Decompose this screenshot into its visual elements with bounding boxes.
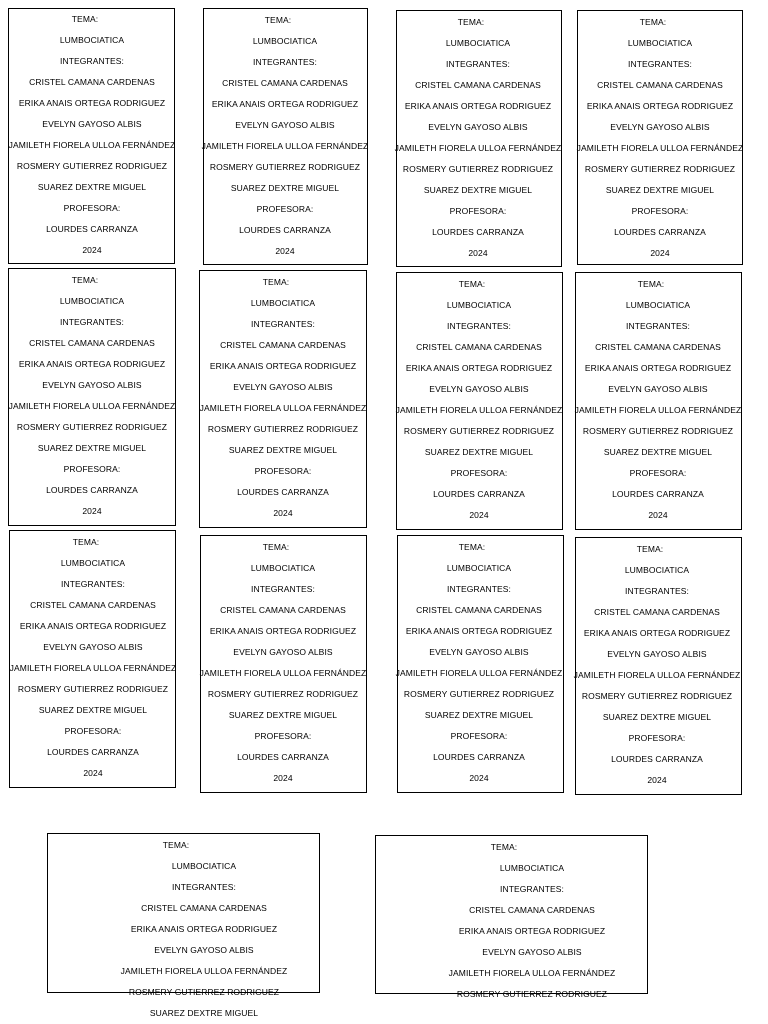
member-name: ROSMERY GUTIERREZ RODRIGUEZ (207, 689, 359, 699)
tema-value: LUMBOCIATICA (627, 38, 693, 48)
profesora-value: LOURDES CARRANZA (47, 747, 139, 757)
tema-label: TEMA: (639, 17, 667, 27)
member-name: JAMILETH FIORELA ULLOA FERNÁNDEZ (199, 403, 367, 413)
profesora-label: PROFESORA: (63, 203, 121, 213)
integrantes-label: INTEGRANTES: (624, 586, 690, 596)
member-name: EVELYN GAYOSO ALBIS (608, 384, 708, 394)
profesora-value: LOURDES CARRANZA (611, 754, 703, 764)
tema-value: LUMBOCIATICA (446, 300, 512, 310)
member-name: JAMILETH FIORELA ULLOA FERNÁNDEZ (9, 663, 177, 673)
member-name: JAMILETH FIORELA ULLOA FERNÁNDEZ (573, 670, 741, 680)
integrantes-label: INTEGRANTES: (59, 317, 125, 327)
integrantes-label: INTEGRANTES: (60, 579, 126, 589)
member-name: JAMILETH FIORELA ULLOA FERNÁNDEZ (120, 966, 288, 976)
tema-value: LUMBOCIATICA (445, 38, 511, 48)
member-name: CRISTEL CAMANA CARDENAS (220, 340, 346, 350)
member-name: ERIKA ANAIS ORTEGA RODRIGUEZ (19, 621, 167, 631)
member-name: ROSMERY GUTIERREZ RODRIGUEZ (128, 987, 280, 997)
integrantes-label: INTEGRANTES: (499, 884, 565, 894)
profesora-value: LOURDES CARRANZA (237, 752, 329, 762)
profesora-value: LOURDES CARRANZA (239, 225, 331, 235)
member-name: ERIKA ANAIS ORTEGA RODRIGUEZ (586, 101, 734, 111)
member-name: SUAREZ DEXTRE MIGUEL (424, 447, 534, 457)
member-name: ERIKA ANAIS ORTEGA RODRIGUEZ (405, 626, 553, 636)
member-name: ROSMERY GUTIERREZ RODRIGUEZ (16, 161, 168, 171)
profesora-label: PROFESORA: (450, 468, 508, 478)
integrantes-label: INTEGRANTES: (625, 321, 691, 331)
tema-value: LUMBOCIATICA (171, 861, 237, 871)
tema-label: TEMA: (71, 275, 99, 285)
member-name: CRISTEL CAMANA CARDENAS (415, 80, 541, 90)
member-name: ERIKA ANAIS ORTEGA RODRIGUEZ (18, 98, 166, 108)
tema-label: TEMA: (458, 279, 486, 289)
member-name: EVELYN GAYOSO ALBIS (610, 122, 710, 132)
member-name: SUAREZ DEXTRE MIGUEL (602, 712, 712, 722)
member-name: SUAREZ DEXTRE MIGUEL (228, 445, 338, 455)
member-name: ERIKA ANAIS ORTEGA RODRIGUEZ (583, 628, 731, 638)
member-name: EVELYN GAYOSO ALBIS (233, 647, 333, 657)
profesora-value: LOURDES CARRANZA (46, 224, 138, 234)
member-name: EVELYN GAYOSO ALBIS (607, 649, 707, 659)
tema-value: LUMBOCIATICA (59, 296, 125, 306)
member-name: SUAREZ DEXTRE MIGUEL (603, 447, 713, 457)
integrantes-label: INTEGRANTES: (252, 57, 318, 67)
member-name: ROSMERY GUTIERREZ RODRIGUEZ (17, 684, 169, 694)
member-name: ROSMERY GUTIERREZ RODRIGUEZ (403, 426, 555, 436)
year: 2024 (650, 248, 670, 258)
member-name: CRISTEL CAMANA CARDENAS (416, 605, 542, 615)
member-name: JAMILETH FIORELA ULLOA FERNÁNDEZ (576, 143, 744, 153)
integrantes-label: INTEGRANTES: (59, 56, 125, 66)
year: 2024 (82, 245, 102, 255)
tema-label: TEMA: (637, 279, 665, 289)
member-name: EVELYN GAYOSO ALBIS (42, 380, 142, 390)
member-name: JAMILETH FIORELA ULLOA FERNÁNDEZ (395, 405, 563, 415)
member-name: EVELYN GAYOSO ALBIS (429, 647, 529, 657)
tema-label: TEMA: (457, 17, 485, 27)
member-name: JAMILETH FIORELA ULLOA FERNÁNDEZ (574, 405, 742, 415)
member-name: ROSMERY GUTIERREZ RODRIGUEZ (209, 162, 361, 172)
member-name: JAMILETH FIORELA ULLOA FERNÁNDEZ (199, 668, 367, 678)
member-name: CRISTEL CAMANA CARDENAS (469, 905, 595, 915)
member-name: ERIKA ANAIS ORTEGA RODRIGUEZ (584, 363, 732, 373)
tema-label: TEMA: (71, 14, 99, 24)
profesora-value: LOURDES CARRANZA (612, 489, 704, 499)
profesora-label: PROFESORA: (629, 468, 687, 478)
year: 2024 (275, 246, 295, 256)
profesora-label: PROFESORA: (631, 206, 689, 216)
tema-value: LUMBOCIATICA (252, 36, 318, 46)
member-name: ERIKA ANAIS ORTEGA RODRIGUEZ (18, 359, 166, 369)
member-name: CRISTEL CAMANA CARDENAS (416, 342, 542, 352)
tema-value: LUMBOCIATICA (250, 563, 316, 573)
member-name: SUAREZ DEXTRE MIGUEL (228, 710, 338, 720)
profesora-label: PROFESORA: (256, 204, 314, 214)
member-name: ERIKA ANAIS ORTEGA RODRIGUEZ (211, 99, 359, 109)
profesora-label: PROFESORA: (64, 726, 122, 736)
member-name: JAMILETH FIORELA ULLOA FERNÁNDEZ (201, 141, 369, 151)
tema-label: TEMA: (490, 842, 518, 852)
integrantes-label: INTEGRANTES: (171, 882, 237, 892)
year: 2024 (647, 775, 667, 785)
tema-label: TEMA: (262, 277, 290, 287)
member-name: JAMILETH FIORELA ULLOA FERNÁNDEZ (8, 140, 176, 150)
year: 2024 (82, 506, 102, 516)
member-name: EVELYN GAYOSO ALBIS (482, 947, 582, 957)
member-name: EVELYN GAYOSO ALBIS (429, 384, 529, 394)
member-name: JAMILETH FIORELA ULLOA FERNÁNDEZ (8, 401, 176, 411)
member-name: ROSMERY GUTIERREZ RODRIGUEZ (582, 426, 734, 436)
year: 2024 (83, 768, 103, 778)
member-name: EVELYN GAYOSO ALBIS (235, 120, 335, 130)
member-name: CRISTEL CAMANA CARDENAS (594, 607, 720, 617)
member-name: JAMILETH FIORELA ULLOA FERNÁNDEZ (395, 668, 563, 678)
member-name: SUAREZ DEXTRE MIGUEL (423, 185, 533, 195)
member-name: ROSMERY GUTIERREZ RODRIGUEZ (456, 989, 608, 999)
year: 2024 (469, 773, 489, 783)
integrantes-label: INTEGRANTES: (250, 584, 316, 594)
integrantes-label: INTEGRANTES: (446, 584, 512, 594)
member-name: SUAREZ DEXTRE MIGUEL (38, 705, 148, 715)
profesora-label: PROFESORA: (63, 464, 121, 474)
tema-value: LUMBOCIATICA (625, 300, 691, 310)
member-name: CRISTEL CAMANA CARDENAS (222, 78, 348, 88)
tema-value: LUMBOCIATICA (250, 298, 316, 308)
profesora-value: LOURDES CARRANZA (46, 485, 138, 495)
member-name: SUAREZ DEXTRE MIGUEL (149, 1008, 259, 1018)
member-name: JAMILETH FIORELA ULLOA FERNÁNDEZ (448, 968, 616, 978)
profesora-value: LOURDES CARRANZA (237, 487, 329, 497)
integrantes-label: INTEGRANTES: (250, 319, 316, 329)
member-name: CRISTEL CAMANA CARDENAS (141, 903, 267, 913)
member-name: ERIKA ANAIS ORTEGA RODRIGUEZ (209, 361, 357, 371)
member-name: ROSMERY GUTIERREZ RODRIGUEZ (402, 164, 554, 174)
tema-label: TEMA: (162, 840, 190, 850)
member-name: SUAREZ DEXTRE MIGUEL (424, 710, 534, 720)
integrantes-label: INTEGRANTES: (446, 321, 512, 331)
member-name: ROSMERY GUTIERREZ RODRIGUEZ (16, 422, 168, 432)
member-name: ERIKA ANAIS ORTEGA RODRIGUEZ (130, 924, 278, 934)
tema-label: TEMA: (72, 537, 100, 547)
member-name: JAMILETH FIORELA ULLOA FERNÁNDEZ (394, 143, 562, 153)
member-name: CRISTEL CAMANA CARDENAS (29, 338, 155, 348)
member-name: ERIKA ANAIS ORTEGA RODRIGUEZ (209, 626, 357, 636)
member-name: SUAREZ DEXTRE MIGUEL (37, 182, 147, 192)
member-name: CRISTEL CAMANA CARDENAS (220, 605, 346, 615)
member-name: EVELYN GAYOSO ALBIS (428, 122, 528, 132)
tema-value: LUMBOCIATICA (59, 35, 125, 45)
tema-value: LUMBOCIATICA (60, 558, 126, 568)
year: 2024 (648, 510, 668, 520)
tema-label: TEMA: (458, 542, 486, 552)
profesora-value: LOURDES CARRANZA (433, 752, 525, 762)
member-name: CRISTEL CAMANA CARDENAS (29, 77, 155, 87)
member-name: EVELYN GAYOSO ALBIS (233, 382, 333, 392)
member-name: SUAREZ DEXTRE MIGUEL (605, 185, 715, 195)
member-name: ROSMERY GUTIERREZ RODRIGUEZ (584, 164, 736, 174)
integrantes-label: INTEGRANTES: (445, 59, 511, 69)
tema-label: TEMA: (636, 544, 664, 554)
member-name: ERIKA ANAIS ORTEGA RODRIGUEZ (404, 101, 552, 111)
member-name: SUAREZ DEXTRE MIGUEL (230, 183, 340, 193)
member-name: ROSMERY GUTIERREZ RODRIGUEZ (581, 691, 733, 701)
profesora-value: LOURDES CARRANZA (432, 227, 524, 237)
member-name: EVELYN GAYOSO ALBIS (43, 642, 143, 652)
profesora-label: PROFESORA: (450, 731, 508, 741)
tema-value: LUMBOCIATICA (624, 565, 690, 575)
year: 2024 (469, 510, 489, 520)
member-name: CRISTEL CAMANA CARDENAS (30, 600, 156, 610)
profesora-value: LOURDES CARRANZA (614, 227, 706, 237)
member-name: EVELYN GAYOSO ALBIS (154, 945, 254, 955)
tema-value: LUMBOCIATICA (446, 563, 512, 573)
tema-label: TEMA: (264, 15, 292, 25)
member-name: ERIKA ANAIS ORTEGA RODRIGUEZ (458, 926, 606, 936)
profesora-value: LOURDES CARRANZA (433, 489, 525, 499)
profesora-label: PROFESORA: (449, 206, 507, 216)
profesora-label: PROFESORA: (254, 731, 312, 741)
member-name: EVELYN GAYOSO ALBIS (42, 119, 142, 129)
tema-value: LUMBOCIATICA (499, 863, 565, 873)
profesora-label: PROFESORA: (628, 733, 686, 743)
year: 2024 (273, 508, 293, 518)
member-name: CRISTEL CAMANA CARDENAS (597, 80, 723, 90)
year: 2024 (468, 248, 488, 258)
member-name: SUAREZ DEXTRE MIGUEL (37, 443, 147, 453)
tema-label: TEMA: (262, 542, 290, 552)
member-name: CRISTEL CAMANA CARDENAS (595, 342, 721, 352)
integrantes-label: INTEGRANTES: (627, 59, 693, 69)
member-name: ERIKA ANAIS ORTEGA RODRIGUEZ (405, 363, 553, 373)
year: 2024 (273, 773, 293, 783)
member-name: ROSMERY GUTIERREZ RODRIGUEZ (207, 424, 359, 434)
member-name: ROSMERY GUTIERREZ RODRIGUEZ (403, 689, 555, 699)
profesora-label: PROFESORA: (254, 466, 312, 476)
